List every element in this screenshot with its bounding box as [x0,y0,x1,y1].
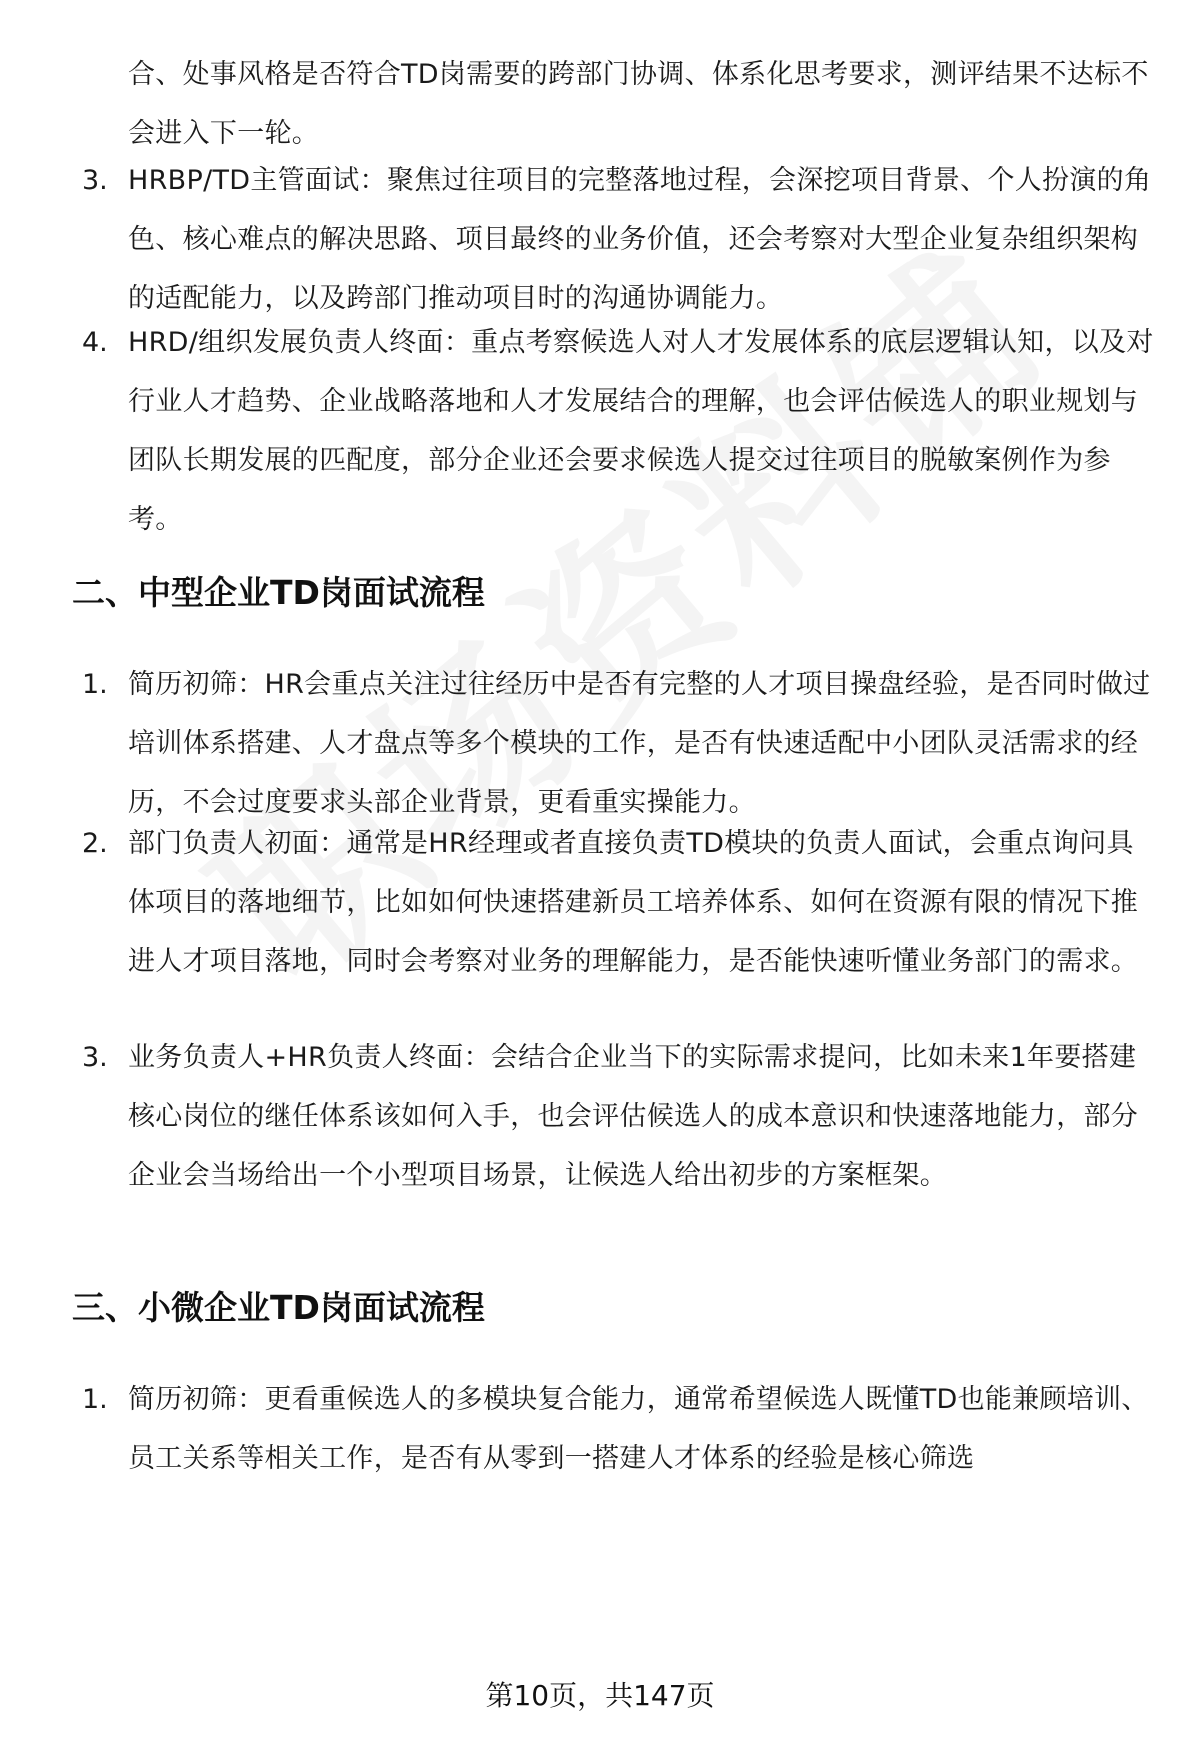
item-text: HRBP/TD主管面试：聚焦过往项目的完整落地过程，会深挖项目背景、个人扮演的角色、核心难点的解决思路、项目最终的业务价值，还会考察对大型企业复杂组织架构的适配能力，以及跨部门推动项目时的沟通协调能力。 [128,165,1152,314]
section-heading: 二、中型企业TD岗面试流程 [72,573,485,612]
page-footer: 第10页，共147页 [485,1679,715,1712]
item-text: HRD/组织发展负责人终面：重点考察候选人对人才发展体系的底层逻辑认知，以及对行业人才趋势、企业战略落地和人才发展结合的理解，也会评估候选人的职业规划与团队长期发展的匹配度，部分企业还会要求候选人提交过往项目的脱敏案例作为参考。 [128,327,1154,535]
item-text: 简历初筛：HR会重点关注过往经历中是否有完整的人才项目操盘经验，是否同时做过培训体系搭建、人才盘点等多个模块的工作，是否有快速适配中小团队灵活需求的经历，不会过度要求头部企业背景，更看重实操能力。 [128,669,1151,818]
item-number: 1. [82,669,108,700]
item-number: 2. [82,828,108,859]
item-number: 3. [82,1042,108,1073]
intro-text: 合、处事风格是否符合TD岗需要的跨部门协调、体系化思考要求，测评结果不达标不会进入下一轮。 [128,59,1149,149]
item-number: 4. [82,327,108,358]
item-text: 简历初筛：更看重候选人的多模块复合能力，通常希望候选人既懂TD也能兼顾培训、员工关系等相关工作，是否有从零到一搭建人才体系的经验是核心筛选 [128,1384,1149,1474]
item-number: 3. [82,165,108,196]
section-heading: 三、小微企业TD岗面试流程 [72,1288,485,1327]
item-text: 部门负责人初面：通常是HR经理或者直接负责TD模块的负责人面试，会重点询问具体项目的落地细节，比如如何快速搭建新员工培养体系、如何在资源有限的情况下推进人才项目落地，同时会考察对业务的理解能力，是否能快速听懂业务部门的需求。 [128,828,1139,977]
item-number: 1. [82,1384,108,1415]
item-text: 业务负责人+HR负责人终面：会结合企业当下的实际需求提问，比如未来1年要搭建核心岗位的继任体系该如何入手，也会评估候选人的成本意识和快速落地能力，部分企业会当场给出一个小型项目场景，让候选人给出初步的方案框架。 [128,1042,1139,1191]
